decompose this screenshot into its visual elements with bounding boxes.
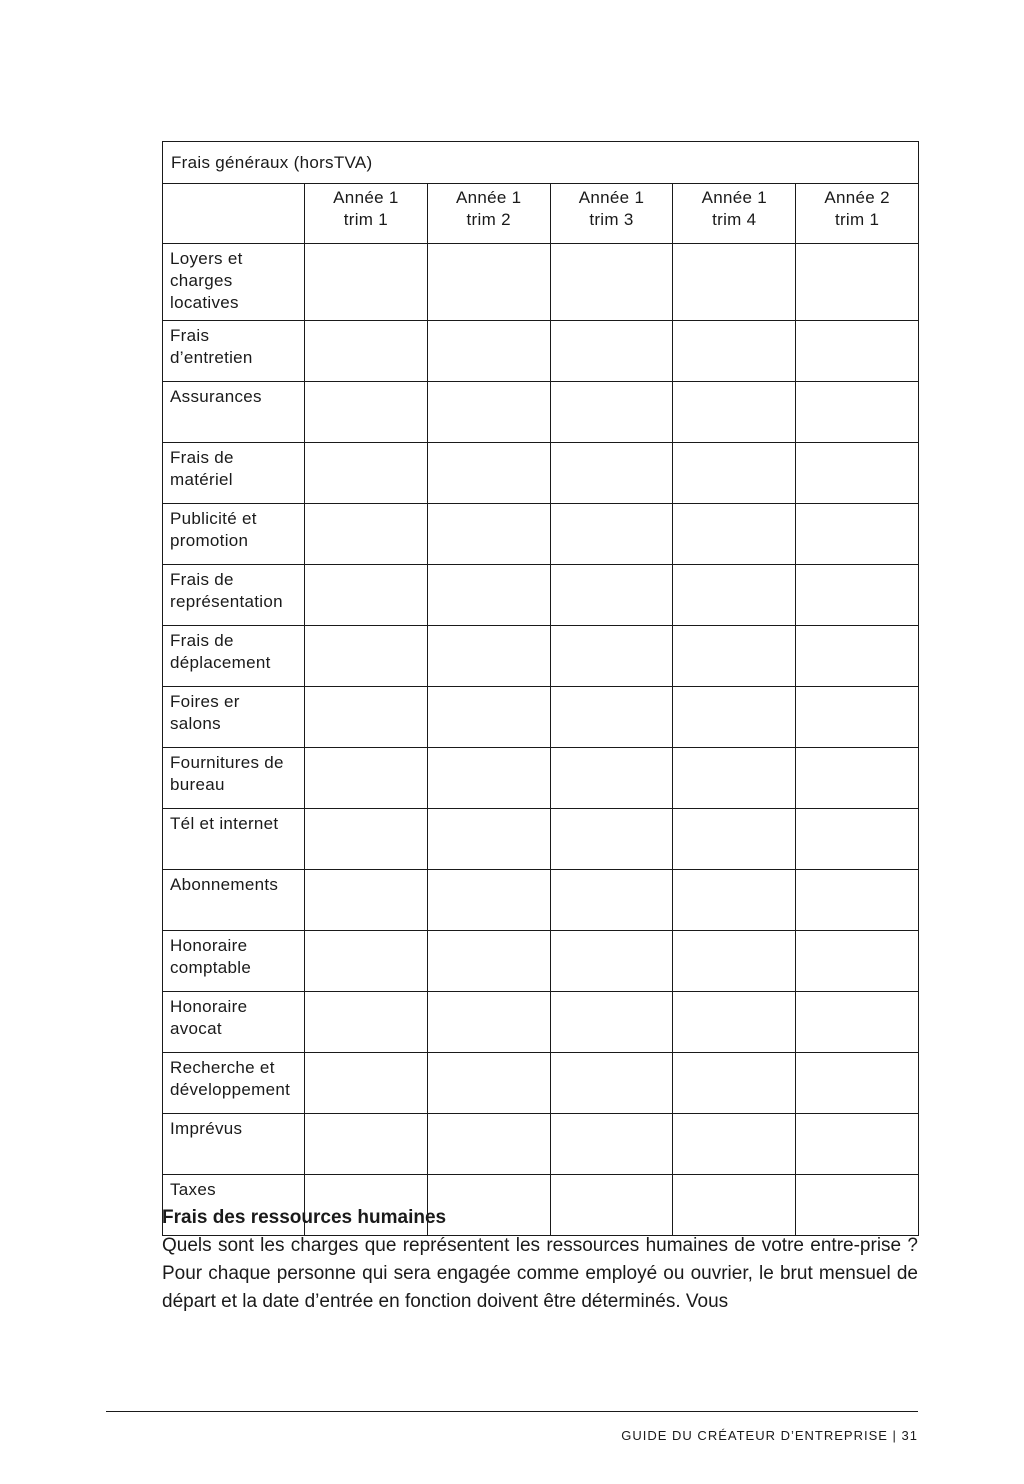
table-title: Frais généraux (horsTVA) xyxy=(163,142,919,184)
value-cell[interactable] xyxy=(427,504,550,565)
table-row xyxy=(163,626,919,687)
value-cell[interactable] xyxy=(796,992,919,1053)
value-cell[interactable] xyxy=(796,443,919,504)
value-cell[interactable] xyxy=(305,809,428,870)
table-row xyxy=(163,931,919,992)
value-cell[interactable] xyxy=(550,931,673,992)
row-label-line: Loyers et xyxy=(170,249,243,268)
row-label-line: Honoraire xyxy=(170,997,248,1016)
value-cell[interactable] xyxy=(305,565,428,626)
column-header-3 xyxy=(550,184,673,244)
row-label-line: Frais de xyxy=(170,631,234,650)
section-heading: Frais des ressources humaines xyxy=(162,1207,447,1228)
column-header-line1: Année 1 xyxy=(701,188,767,207)
value-cell[interactable] xyxy=(427,382,550,443)
value-cell[interactable] xyxy=(550,443,673,504)
column-header-line2: trim 4 xyxy=(712,210,757,229)
value-cell[interactable] xyxy=(796,1175,919,1236)
value-cell[interactable] xyxy=(673,321,796,382)
row-label xyxy=(163,687,305,748)
value-cell[interactable] xyxy=(796,565,919,626)
row-label-line: charges xyxy=(170,271,233,290)
column-header-2 xyxy=(427,184,550,244)
value-cell[interactable] xyxy=(673,443,796,504)
value-cell[interactable] xyxy=(305,626,428,687)
row-label xyxy=(163,321,305,382)
row-label xyxy=(163,382,305,443)
row-label-line: Frais de xyxy=(170,570,234,589)
value-cell[interactable] xyxy=(673,1114,796,1175)
row-label-line: Frais xyxy=(170,326,210,345)
row-label xyxy=(163,504,305,565)
row-label-line: déplacement xyxy=(170,653,271,672)
table-row xyxy=(163,687,919,748)
row-label xyxy=(163,626,305,687)
value-cell[interactable] xyxy=(550,1175,673,1236)
value-cell[interactable] xyxy=(305,244,428,321)
value-cell[interactable] xyxy=(550,1053,673,1114)
row-label-line: Honoraire xyxy=(170,936,248,955)
value-cell[interactable] xyxy=(427,931,550,992)
value-cell[interactable] xyxy=(550,565,673,626)
value-cell[interactable] xyxy=(796,809,919,870)
value-cell[interactable] xyxy=(427,443,550,504)
value-cell[interactable] xyxy=(550,382,673,443)
value-cell[interactable] xyxy=(550,504,673,565)
value-cell[interactable] xyxy=(305,504,428,565)
value-cell[interactable] xyxy=(550,321,673,382)
row-label-line: Foires er xyxy=(170,692,240,711)
row-label-line: Tél et internet xyxy=(170,814,279,833)
row-label xyxy=(163,748,305,809)
column-header-line2: trim 1 xyxy=(343,210,389,229)
table-row xyxy=(163,443,919,504)
row-label xyxy=(163,443,305,504)
row-label-line: Imprévus xyxy=(170,1119,243,1138)
value-cell[interactable] xyxy=(427,321,550,382)
section-body-text: Quels sont les charges que représentent les ressources humaines de votre entre-prise ? Pour chaque personne qui sera engagée comme employé ou ouvrier, le brut mensuel de départ et la date d’entrée en fonction doivent être déterminés. Vous xyxy=(162,1235,918,1312)
value-cell[interactable] xyxy=(427,565,550,626)
value-cell[interactable] xyxy=(796,1053,919,1114)
value-cell[interactable] xyxy=(550,992,673,1053)
row-label-line: salons xyxy=(170,714,221,733)
row-label-line: d’entretien xyxy=(170,348,253,367)
value-cell[interactable] xyxy=(550,1114,673,1175)
value-cell[interactable] xyxy=(796,626,919,687)
value-cell[interactable] xyxy=(673,870,796,931)
column-header-line1: Année 1 xyxy=(333,188,399,207)
row-label-line: Frais de xyxy=(170,448,234,467)
value-cell[interactable] xyxy=(427,870,550,931)
table-row xyxy=(163,504,919,565)
value-cell[interactable] xyxy=(305,1053,428,1114)
row-label-line: Taxes xyxy=(170,1180,216,1199)
value-cell[interactable] xyxy=(673,504,796,565)
value-cell[interactable] xyxy=(305,870,428,931)
value-cell[interactable] xyxy=(673,1175,796,1236)
row-label-line: matériel xyxy=(170,470,233,489)
value-cell[interactable] xyxy=(550,870,673,931)
value-cell[interactable] xyxy=(305,748,428,809)
column-header-line1: Année 2 xyxy=(824,188,890,207)
column-header-line1: Année 1 xyxy=(578,188,645,207)
value-cell[interactable] xyxy=(673,687,796,748)
column-header-line2: trim 2 xyxy=(466,210,511,229)
value-cell[interactable] xyxy=(796,321,919,382)
row-label-line: Recherche et xyxy=(170,1058,275,1077)
table-row xyxy=(163,809,919,870)
row-label xyxy=(163,870,305,931)
value-cell[interactable] xyxy=(796,748,919,809)
value-cell[interactable] xyxy=(673,382,796,443)
row-label-line: promotion xyxy=(170,531,249,550)
value-cell[interactable] xyxy=(427,1053,550,1114)
row-label-line: locatives xyxy=(170,293,239,312)
footer-text: GUIDE DU CRÉATEUR D’ENTREPRISE | 31 xyxy=(621,1428,918,1443)
value-cell[interactable] xyxy=(550,809,673,870)
column-header-line2: trim 3 xyxy=(589,210,634,229)
value-cell[interactable] xyxy=(673,565,796,626)
value-cell[interactable] xyxy=(427,809,550,870)
row-label xyxy=(163,992,305,1053)
value-cell[interactable] xyxy=(550,748,673,809)
row-label-line: Abonnements xyxy=(170,875,279,894)
row-label-line: bureau xyxy=(170,775,225,794)
column-header-line1: Année 1 xyxy=(455,188,522,207)
row-label xyxy=(163,244,305,321)
row-label-line: comptable xyxy=(170,958,252,977)
column-header-row xyxy=(163,184,919,244)
table-title-row xyxy=(163,142,919,184)
table-row xyxy=(163,748,919,809)
row-label-line: développement xyxy=(170,1080,291,1099)
value-cell[interactable] xyxy=(796,382,919,443)
row-label xyxy=(163,1053,305,1114)
value-cell[interactable] xyxy=(305,443,428,504)
value-cell[interactable] xyxy=(305,1114,428,1175)
value-cell[interactable] xyxy=(673,626,796,687)
table-row xyxy=(163,1053,919,1114)
value-cell[interactable] xyxy=(796,687,919,748)
header-empty-cell xyxy=(163,184,305,244)
value-cell[interactable] xyxy=(796,244,919,321)
value-cell[interactable] xyxy=(550,687,673,748)
table-row xyxy=(163,244,919,321)
row-label xyxy=(163,809,305,870)
value-cell[interactable] xyxy=(305,321,428,382)
value-cell[interactable] xyxy=(673,244,796,321)
row-label-line: Fournitures de xyxy=(170,753,284,772)
value-cell[interactable] xyxy=(427,1114,550,1175)
table-row xyxy=(163,870,919,931)
value-cell[interactable] xyxy=(427,992,550,1053)
value-cell[interactable] xyxy=(427,244,550,321)
value-cell[interactable] xyxy=(673,1053,796,1114)
value-cell[interactable] xyxy=(550,244,673,321)
value-cell[interactable] xyxy=(427,748,550,809)
table-row xyxy=(163,992,919,1053)
value-cell[interactable] xyxy=(305,382,428,443)
value-cell[interactable] xyxy=(796,1114,919,1175)
value-cell[interactable] xyxy=(673,992,796,1053)
value-cell[interactable] xyxy=(305,931,428,992)
row-label-line: représentation xyxy=(170,592,283,611)
row-label xyxy=(163,565,305,626)
column-header-4 xyxy=(673,184,796,244)
column-header-5 xyxy=(796,184,919,244)
row-label-line: Assurances xyxy=(170,387,262,406)
value-cell[interactable] xyxy=(673,748,796,809)
value-cell[interactable] xyxy=(796,931,919,992)
value-cell[interactable] xyxy=(550,626,673,687)
column-header-line2: trim 1 xyxy=(834,210,880,229)
frais-generaux-table xyxy=(162,141,919,1236)
value-cell[interactable] xyxy=(673,809,796,870)
row-label-line: avocat xyxy=(170,1019,222,1038)
row-label xyxy=(163,931,305,992)
value-cell[interactable] xyxy=(427,626,550,687)
value-cell[interactable] xyxy=(427,687,550,748)
table-row xyxy=(163,565,919,626)
value-cell[interactable] xyxy=(796,870,919,931)
table-row xyxy=(163,1114,919,1175)
footer-rule xyxy=(106,1411,918,1412)
table-row xyxy=(163,382,919,443)
column-header-1 xyxy=(305,184,428,244)
value-cell[interactable] xyxy=(305,687,428,748)
row-label-line: Publicité et xyxy=(170,509,257,528)
value-cell[interactable] xyxy=(796,504,919,565)
table-row xyxy=(163,321,919,382)
value-cell[interactable] xyxy=(305,992,428,1053)
row-label xyxy=(163,1114,305,1175)
value-cell[interactable] xyxy=(673,931,796,992)
